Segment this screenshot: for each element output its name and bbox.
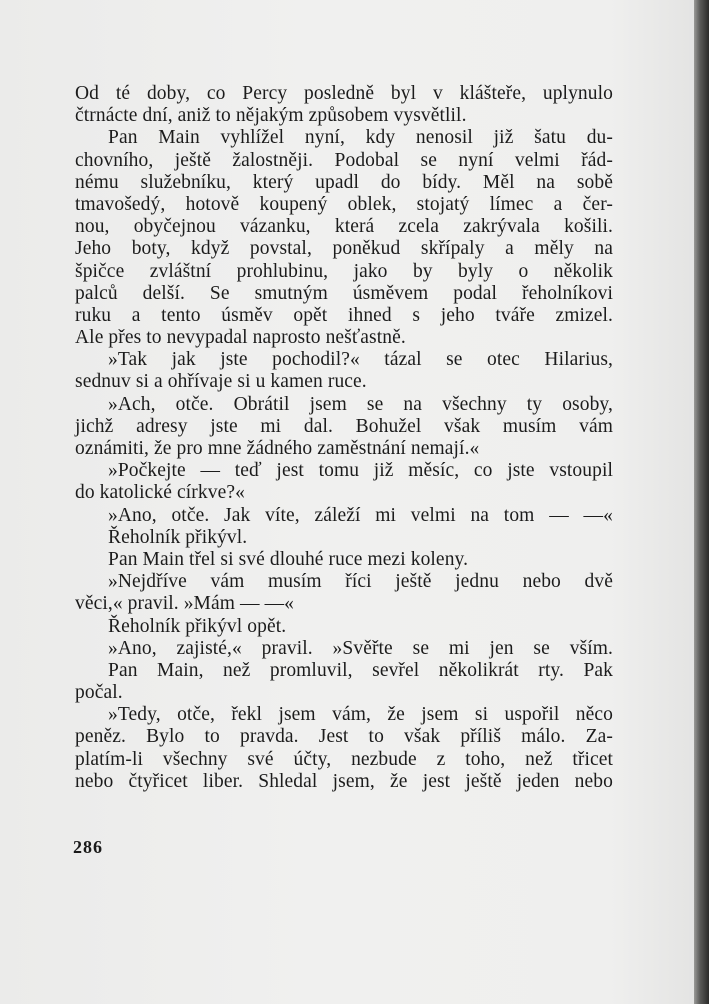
text-line: »Tedy, otče, řekl jsem vám, že jsem si uspořil něco bbox=[108, 704, 613, 726]
text-line: nou, obyčejnou vázanku, která zcela zakrývala košili. bbox=[75, 216, 613, 238]
text-line: Řeholník přikývl. bbox=[108, 526, 248, 548]
text-line: palců delší. Se smutným úsměvem podal řeholníkovi bbox=[75, 282, 613, 304]
book-gutter-shadow bbox=[694, 0, 709, 1004]
text-line: špičce zvláštní prohlubinu, jako by byly o několik bbox=[75, 260, 613, 282]
page-number: 286 bbox=[73, 837, 103, 857]
body-text bbox=[75, 83, 613, 793]
text-line: oznámiti, že pro mne žádného zaměstnání nemají.« bbox=[75, 438, 480, 459]
text-line: Řeholník přikývl opět. bbox=[108, 615, 287, 637]
text-line: peněz. Bylo to pravda. Jest to však příliš málo. Za- bbox=[75, 726, 613, 748]
text-line: platím-li všechny své účty, nezbude z toho, než třicet bbox=[75, 748, 613, 770]
text-line: chovního, ještě žalostněji. Podobal se nyní velmi řád- bbox=[75, 149, 613, 171]
text-line: Pan Main, než promluvil, sevřel několikrát rty. Pak bbox=[108, 659, 613, 681]
text-line: čtrnácte dní, aniž to nějakým způsobem vysvětlil. bbox=[75, 105, 467, 127]
text-line: Pan Main třel si své dlouhé ruce mezi koleny. bbox=[108, 548, 469, 570]
text-line: do katolické církve?« bbox=[75, 482, 245, 504]
text-line: Jeho boty, když povstal, poněkud skřípaly a měly na bbox=[75, 238, 613, 260]
text-line: ruku a tento úsměv opět ihned s jeho tváře zmizel. bbox=[75, 304, 613, 326]
text-line: »Ano, otče. Jak víte, záleží mi velmi na tom — —« bbox=[108, 504, 613, 526]
text-line: »Ano, zajisté,« pravil. »Svěřte se mi jen se vším. bbox=[108, 637, 613, 659]
text-line: Ale přes to nevypadal naprosto nešťastně. bbox=[75, 327, 406, 349]
text-line: »Ach, otče. Obrátil jsem se na všechny ty osoby, bbox=[108, 393, 613, 415]
text-line: věci,« pravil. »Mám — —« bbox=[75, 593, 295, 615]
text-line: »Počkejte — teď jest tomu již měsíc, co jste vstoupil bbox=[108, 460, 613, 482]
text-line: jichž adresy jste mi dal. Bohužel však musím vám bbox=[75, 415, 613, 437]
text-line: počal. bbox=[75, 682, 123, 704]
text-line: sednuv si a ohřívaje si u kamen ruce. bbox=[75, 371, 367, 393]
text-line: nému služebníku, který upadl do bídy. Měl na sobě bbox=[75, 171, 613, 193]
text-line: nebo čtyřicet liber. Shledal jsem, že jest ještě jeden nebo bbox=[75, 770, 613, 792]
text-line: tmavošedý, hotově koupený oblek, stojatý límec a čer- bbox=[75, 193, 613, 215]
text-line: Od té doby, co Percy posledně byl v klášteře, uplynulo bbox=[75, 83, 613, 104]
text-line: »Nejdříve vám musím říci ještě jednu nebo dvě bbox=[108, 571, 613, 593]
text-line: »Tak jak jste pochodil?« tázal se otec Hilarius, bbox=[108, 349, 613, 371]
text-line: Pan Main vyhlížel nyní, kdy nenosil již šatu du- bbox=[108, 127, 613, 149]
